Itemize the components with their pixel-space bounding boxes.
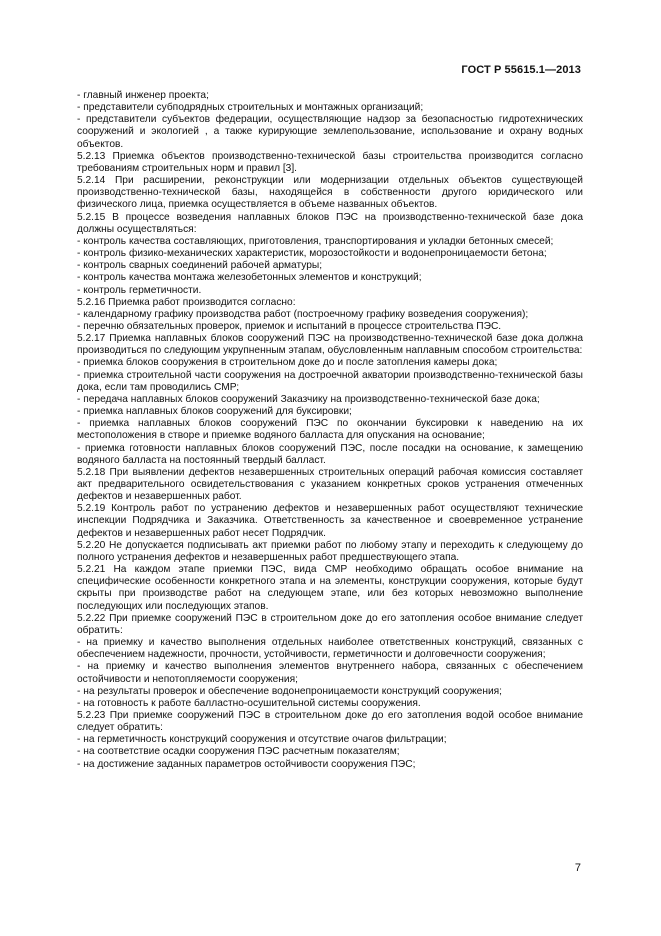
- paragraph: 5.2.16 Приемка работ производится согласно:: [77, 296, 296, 308]
- paragraph: - представители субъектов федерации, осуществляющие надзор за безопасностью гидротехнических сооружений и экологией , а также курирующие землепользование, использование и охрану водных объектов.: [77, 114, 583, 150]
- paragraph: 5.2.21 На каждом этапе приемки ПЭС, вида СМР необходимо обращать особое внимание на специфические особенности конкретного этапа и на элементы, конструкции сооружения, которые будут скрыты при производстве работ на следующем этапе, или без которых невозможно выполнение последующих или последующих этапов.: [77, 564, 583, 612]
- paragraph: - передача наплавных блоков сооружений Заказчику на производственно-технической базе дока;: [77, 393, 540, 405]
- paragraph: 5.2.20 Не допускается подписывать акт приемки работ по любому этапу и переходить к следующему до полного устранения дефектов и незавершенных работ предшествующего этапа.: [77, 539, 583, 563]
- paragraph: 5.2.13 Приемка объектов производственно-технической базы строительства производится согласно требованиям строительных норм и правил [3].: [77, 150, 583, 174]
- paragraph: - на приемку и качество выполнения отдельных наиболее ответственных конструкций, связанных с обеспечением надежности, прочности, устойчивости, герметичности и долговечности сооружения;: [77, 637, 583, 661]
- paragraph: - контроль герметичности.: [77, 284, 202, 296]
- paragraph: - приемка блоков сооружения в строительном доке до и после затопления камеры дока;: [77, 357, 498, 369]
- paragraph: - главный инженер проекта;: [77, 90, 209, 101]
- paragraph: - календарному графику производства работ (построечному графику возведения сооружения);: [77, 308, 529, 320]
- paragraph: - контроль физико-механических характеристик, морозостойкости и водонепроницаемости бетона;: [77, 248, 547, 260]
- paragraph: - на достижение заданных параметров остойчивости сооружения ПЭС;: [77, 758, 416, 770]
- paragraph: - контроль качества составляющих, приготовления, транспортирования и укладки бетонных смесей;: [77, 235, 554, 247]
- paragraph: - приемка готовности наплавных блоков сооружений ПЭС, после посадки на основание, к замещению водяного балласта на постоянный твердый балласт.: [77, 442, 583, 466]
- paragraph: - на герметичность конструкций сооружения и отсутствие очагов фильтрации;: [77, 734, 447, 746]
- paragraph: - контроль качества монтажа железобетонных элементов и конструкций;: [77, 272, 422, 284]
- paragraph: - контроль сварных соединений рабочей арматуры;: [77, 260, 323, 272]
- paragraph: 5.2.17 Приемка наплавных блоков сооружений ПЭС на производственно-технической базе дока должна производиться по следующим укрупненным этапам, обусловленным наплавным способом строительства:: [77, 333, 583, 357]
- paragraph: 5.2.22 При приемке сооружений ПЭС в строительном доке до его затопления особое внимание следует обратить:: [77, 612, 583, 636]
- paragraph: - на готовность к работе балластно-осушительной системы сооружения.: [77, 697, 421, 709]
- paragraph: 5.2.19 Контроль работ по устранению дефектов и незавершенных работ осуществляют технические инспекции Подрядчика и Заказчика. Ответственность за качественное и своевременное устранение дефектов и незавершенных работ несет Подрядчик.: [77, 503, 583, 539]
- page-number: 7: [574, 862, 581, 874]
- paragraph: - приемка наплавных блоков сооружений ПЭС по окончании буксировки к наведению на их местоположения в створе и приемке водяного балласта для опускания на основание;: [77, 418, 583, 442]
- document-body: [77, 90, 583, 771]
- paragraph: 5.2.14 При расширении, реконструкции или модернизации отдельных объектов существующей производственно-технической базы, находящейся в собственности другого юридического или физического лица, приемка осуществляется в объеме названных объектов.: [77, 175, 583, 211]
- paragraph: - приемка наплавных блоков сооружений для буксировки;: [77, 406, 352, 418]
- paragraph: 5.2.18 При выявлении дефектов незавершенных строительных операций рабочая комиссия составляет акт предварительного освидетельствования с указанием конкретных сроков устранения отмеченных дефектов и незавершенных работ.: [77, 466, 583, 503]
- document-code-header: ГОСТ Р 55615.1—2013: [461, 64, 581, 76]
- paragraph: - на соответствие осадки сооружения ПЭС расчетным показателям;: [77, 746, 400, 758]
- paragraph: - на результаты проверок и обеспечение водонепроницаемости конструкций сооружения;: [77, 685, 503, 697]
- paragraph: 5.2.23 При приемке сооружений ПЭС в строительном доке до его затопления водой особое внимание следует обратить:: [77, 709, 583, 734]
- paragraph: - приемка строительной части сооружения на достроечной акватории производственно-технической базы дока, если там проводились СМР;: [77, 369, 583, 393]
- paragraph: - перечню обязательных проверок, приемок и испытаний в процессе строительства ПЭС.: [77, 320, 502, 332]
- paragraph: - на приемку и качество выполнения элементов внутреннего набора, связанных с обеспечением остойчивости и непотопляемости сооружения;: [77, 661, 583, 685]
- paragraph: - представители субподрядных строительных и монтажных организаций;: [77, 102, 424, 114]
- paragraph: 5.2.15 В процессе возведения наплавных блоков ПЭС на производственно-технической базе дока должны осуществляться:: [77, 211, 583, 235]
